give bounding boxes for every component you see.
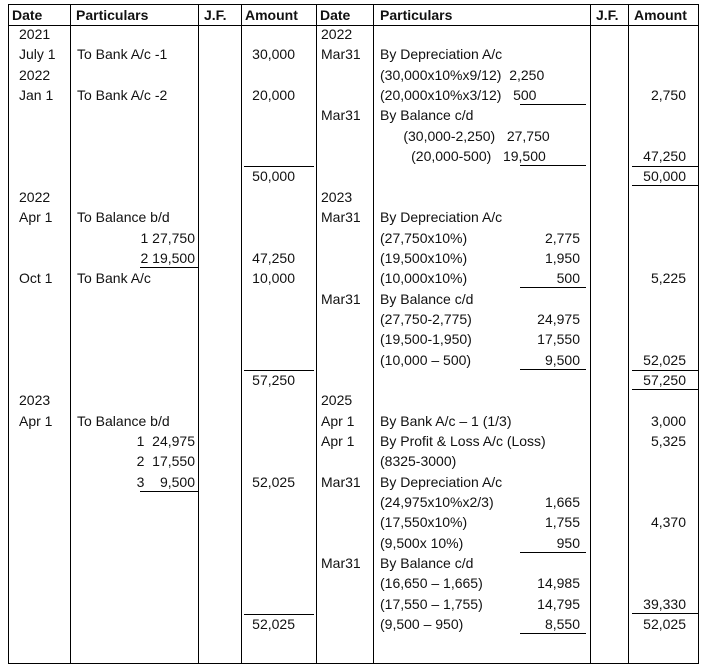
credit-amount: 39,330 <box>643 595 686 612</box>
header-date-credit: Date <box>320 7 351 23</box>
credit-particulars: (17,550x10%) <box>380 514 468 531</box>
debit-particulars: To Balance b/d <box>77 412 170 429</box>
credit-inner-amount: 14,795 <box>537 595 580 612</box>
credit-total-rule-below <box>632 185 698 186</box>
credit-amount: 47,250 <box>643 148 686 165</box>
credit-amount: 52,025 <box>643 616 686 633</box>
debit-amount: 47,250 <box>252 249 295 266</box>
credit-date: Apr 1 <box>321 412 355 429</box>
credit-particulars: (19,500x10%) <box>380 249 468 266</box>
credit-sub-rule <box>520 104 586 105</box>
credit-date: Mar31 <box>321 555 361 572</box>
credit-inner-amount: 2,775 <box>544 229 580 246</box>
debit-date: Apr 1 <box>19 412 53 429</box>
debit-date: 2022 <box>19 66 51 83</box>
debit-sub-amount: 3 9,500 <box>136 473 195 490</box>
credit-total-rule-below <box>632 389 698 390</box>
column-divider-1 <box>70 4 71 664</box>
header-jf: J.F. <box>204 7 227 23</box>
credit-particulars: (16,650 – 1,665) <box>380 575 483 592</box>
debit-total-rule <box>244 370 314 371</box>
credit-particulars: (10,000 – 500) <box>380 351 472 368</box>
debit-amount: 20,000 <box>252 87 295 104</box>
debit-date: 2022 <box>19 188 51 205</box>
credit-particulars: (20,000-500) 19,500 <box>380 148 546 165</box>
debit-particulars: To Bank A/c -2 <box>77 87 168 104</box>
credit-inner-amount: 9,500 <box>544 351 580 368</box>
debit-date: 2023 <box>19 392 51 409</box>
credit-particulars: (8325-3000) <box>380 453 457 470</box>
column-divider-0 <box>8 4 9 664</box>
debit-amount: 10,000 <box>252 270 295 287</box>
credit-particulars: (17,550 – 1,755) <box>380 595 483 612</box>
credit-particulars: (9,500x 10%) <box>380 534 464 551</box>
debit-date: 2021 <box>19 26 51 42</box>
credit-sub-rule <box>520 552 586 553</box>
credit-particulars: (24,975x10%x2/3) <box>380 494 494 511</box>
credit-date: Mar31 <box>321 46 361 63</box>
debit-amount: 52,025 <box>252 616 295 633</box>
debit-sub-amount: 1 27,750 <box>140 229 195 246</box>
debit-total-rule <box>244 614 314 615</box>
column-divider-8 <box>698 4 699 664</box>
credit-particulars: By Bank A/c – 1 (1/3) <box>380 412 512 429</box>
credit-particulars: By Depreciation A/c <box>380 209 503 226</box>
top-border <box>8 4 699 5</box>
credit-particulars: By Depreciation A/c <box>380 46 503 63</box>
credit-date: Mar31 <box>321 107 361 124</box>
debit-amount: 57,250 <box>252 371 295 388</box>
debit-date: Jan 1 <box>19 87 54 104</box>
credit-inner-amount: 1,665 <box>544 494 580 511</box>
column-divider-5 <box>373 4 374 664</box>
credit-date: 2023 <box>321 188 353 205</box>
credit-particulars: (30,000x10%x9/12) 2,250 <box>380 66 545 83</box>
credit-particulars: By Balance c/d <box>380 555 474 572</box>
credit-particulars: By Profit & Loss A/c (Loss) <box>380 433 546 449</box>
debit-date: Oct 1 <box>19 270 53 287</box>
header-amount: Amount <box>245 7 298 23</box>
header-date: Date <box>12 7 43 23</box>
credit-amount: 2,750 <box>650 87 686 104</box>
credit-sub-rule <box>520 165 586 166</box>
debit-sub-amount: 2 17,550 <box>136 453 195 470</box>
debit-sub-amount: 1 24,975 <box>136 433 195 449</box>
debit-date: Apr 1 <box>19 209 53 226</box>
credit-particulars: By Balance c/d <box>380 107 474 124</box>
debit-sub-amount: 2 19,500 <box>140 249 195 266</box>
credit-particulars: (19,500-1,950) <box>380 331 472 348</box>
credit-date: Mar31 <box>321 473 361 490</box>
credit-sub-rule <box>520 369 586 370</box>
credit-sub-rule <box>520 287 586 288</box>
credit-particulars: By Balance c/d <box>380 290 474 307</box>
debit-sub-rule <box>140 267 198 268</box>
credit-particulars: (27,750x10%) <box>380 229 468 246</box>
debit-amount: 30,000 <box>252 46 295 63</box>
credit-inner-amount: 14,985 <box>537 575 580 592</box>
credit-amount: 4,370 <box>650 514 686 531</box>
bottom-border <box>8 663 699 664</box>
header-jf-credit: J.F. <box>596 7 619 23</box>
credit-particulars: By Depreciation A/c <box>380 473 503 490</box>
credit-particulars: (27,750-2,775) <box>380 310 472 327</box>
credit-total-rule-below <box>632 613 698 614</box>
debit-amount: 50,000 <box>252 168 295 185</box>
column-divider-2 <box>198 4 199 664</box>
credit-particulars: (10,000x10%) <box>380 270 468 287</box>
credit-date: Mar31 <box>321 290 361 307</box>
credit-amount: 52,025 <box>643 351 686 368</box>
debit-total-rule <box>244 166 314 167</box>
header-particulars-credit: Particulars <box>380 7 453 23</box>
credit-inner-amount: 8,550 <box>544 616 580 633</box>
credit-inner-amount: 17,550 <box>537 331 580 348</box>
credit-amount: 5,225 <box>650 270 686 287</box>
credit-date: 2022 <box>321 26 353 42</box>
header-amount-credit: Amount <box>634 7 687 23</box>
credit-inner-amount: 1,950 <box>544 249 580 266</box>
credit-total-rule <box>632 166 698 167</box>
column-divider-4 <box>316 4 317 664</box>
credit-amount: 50,000 <box>643 168 686 185</box>
debit-amount: 52,025 <box>252 473 295 490</box>
column-divider-6 <box>590 4 591 664</box>
credit-particulars: (9,500 – 950) <box>380 616 464 633</box>
credit-amount: 57,250 <box>643 371 686 388</box>
debit-particulars: To Balance b/d <box>77 209 170 226</box>
debit-date: July 1 <box>19 46 56 63</box>
credit-amount: 5,325 <box>650 433 686 449</box>
credit-date: 2025 <box>321 392 353 409</box>
credit-inner-amount: 500 <box>556 270 580 287</box>
header-particulars: Particulars <box>76 7 149 23</box>
credit-particulars: (30,000-2,250) 27,750 <box>380 127 550 144</box>
header-divider <box>8 25 699 26</box>
credit-inner-amount: 24,975 <box>537 310 580 327</box>
credit-amount: 3,000 <box>650 412 686 429</box>
credit-inner-amount: 1,755 <box>544 514 580 531</box>
credit-total-rule <box>632 370 698 371</box>
debit-particulars: To Bank A/c <box>77 270 151 287</box>
debit-particulars: To Bank A/c -1 <box>77 46 168 63</box>
credit-particulars: (20,000x10%x3/12) 500 <box>380 87 537 104</box>
debit-sub-rule <box>140 491 198 492</box>
credit-date: Mar31 <box>321 209 361 226</box>
credit-inner-amount: 950 <box>556 534 580 551</box>
credit-sub-rule <box>520 633 586 634</box>
credit-date: Apr 1 <box>321 433 355 449</box>
